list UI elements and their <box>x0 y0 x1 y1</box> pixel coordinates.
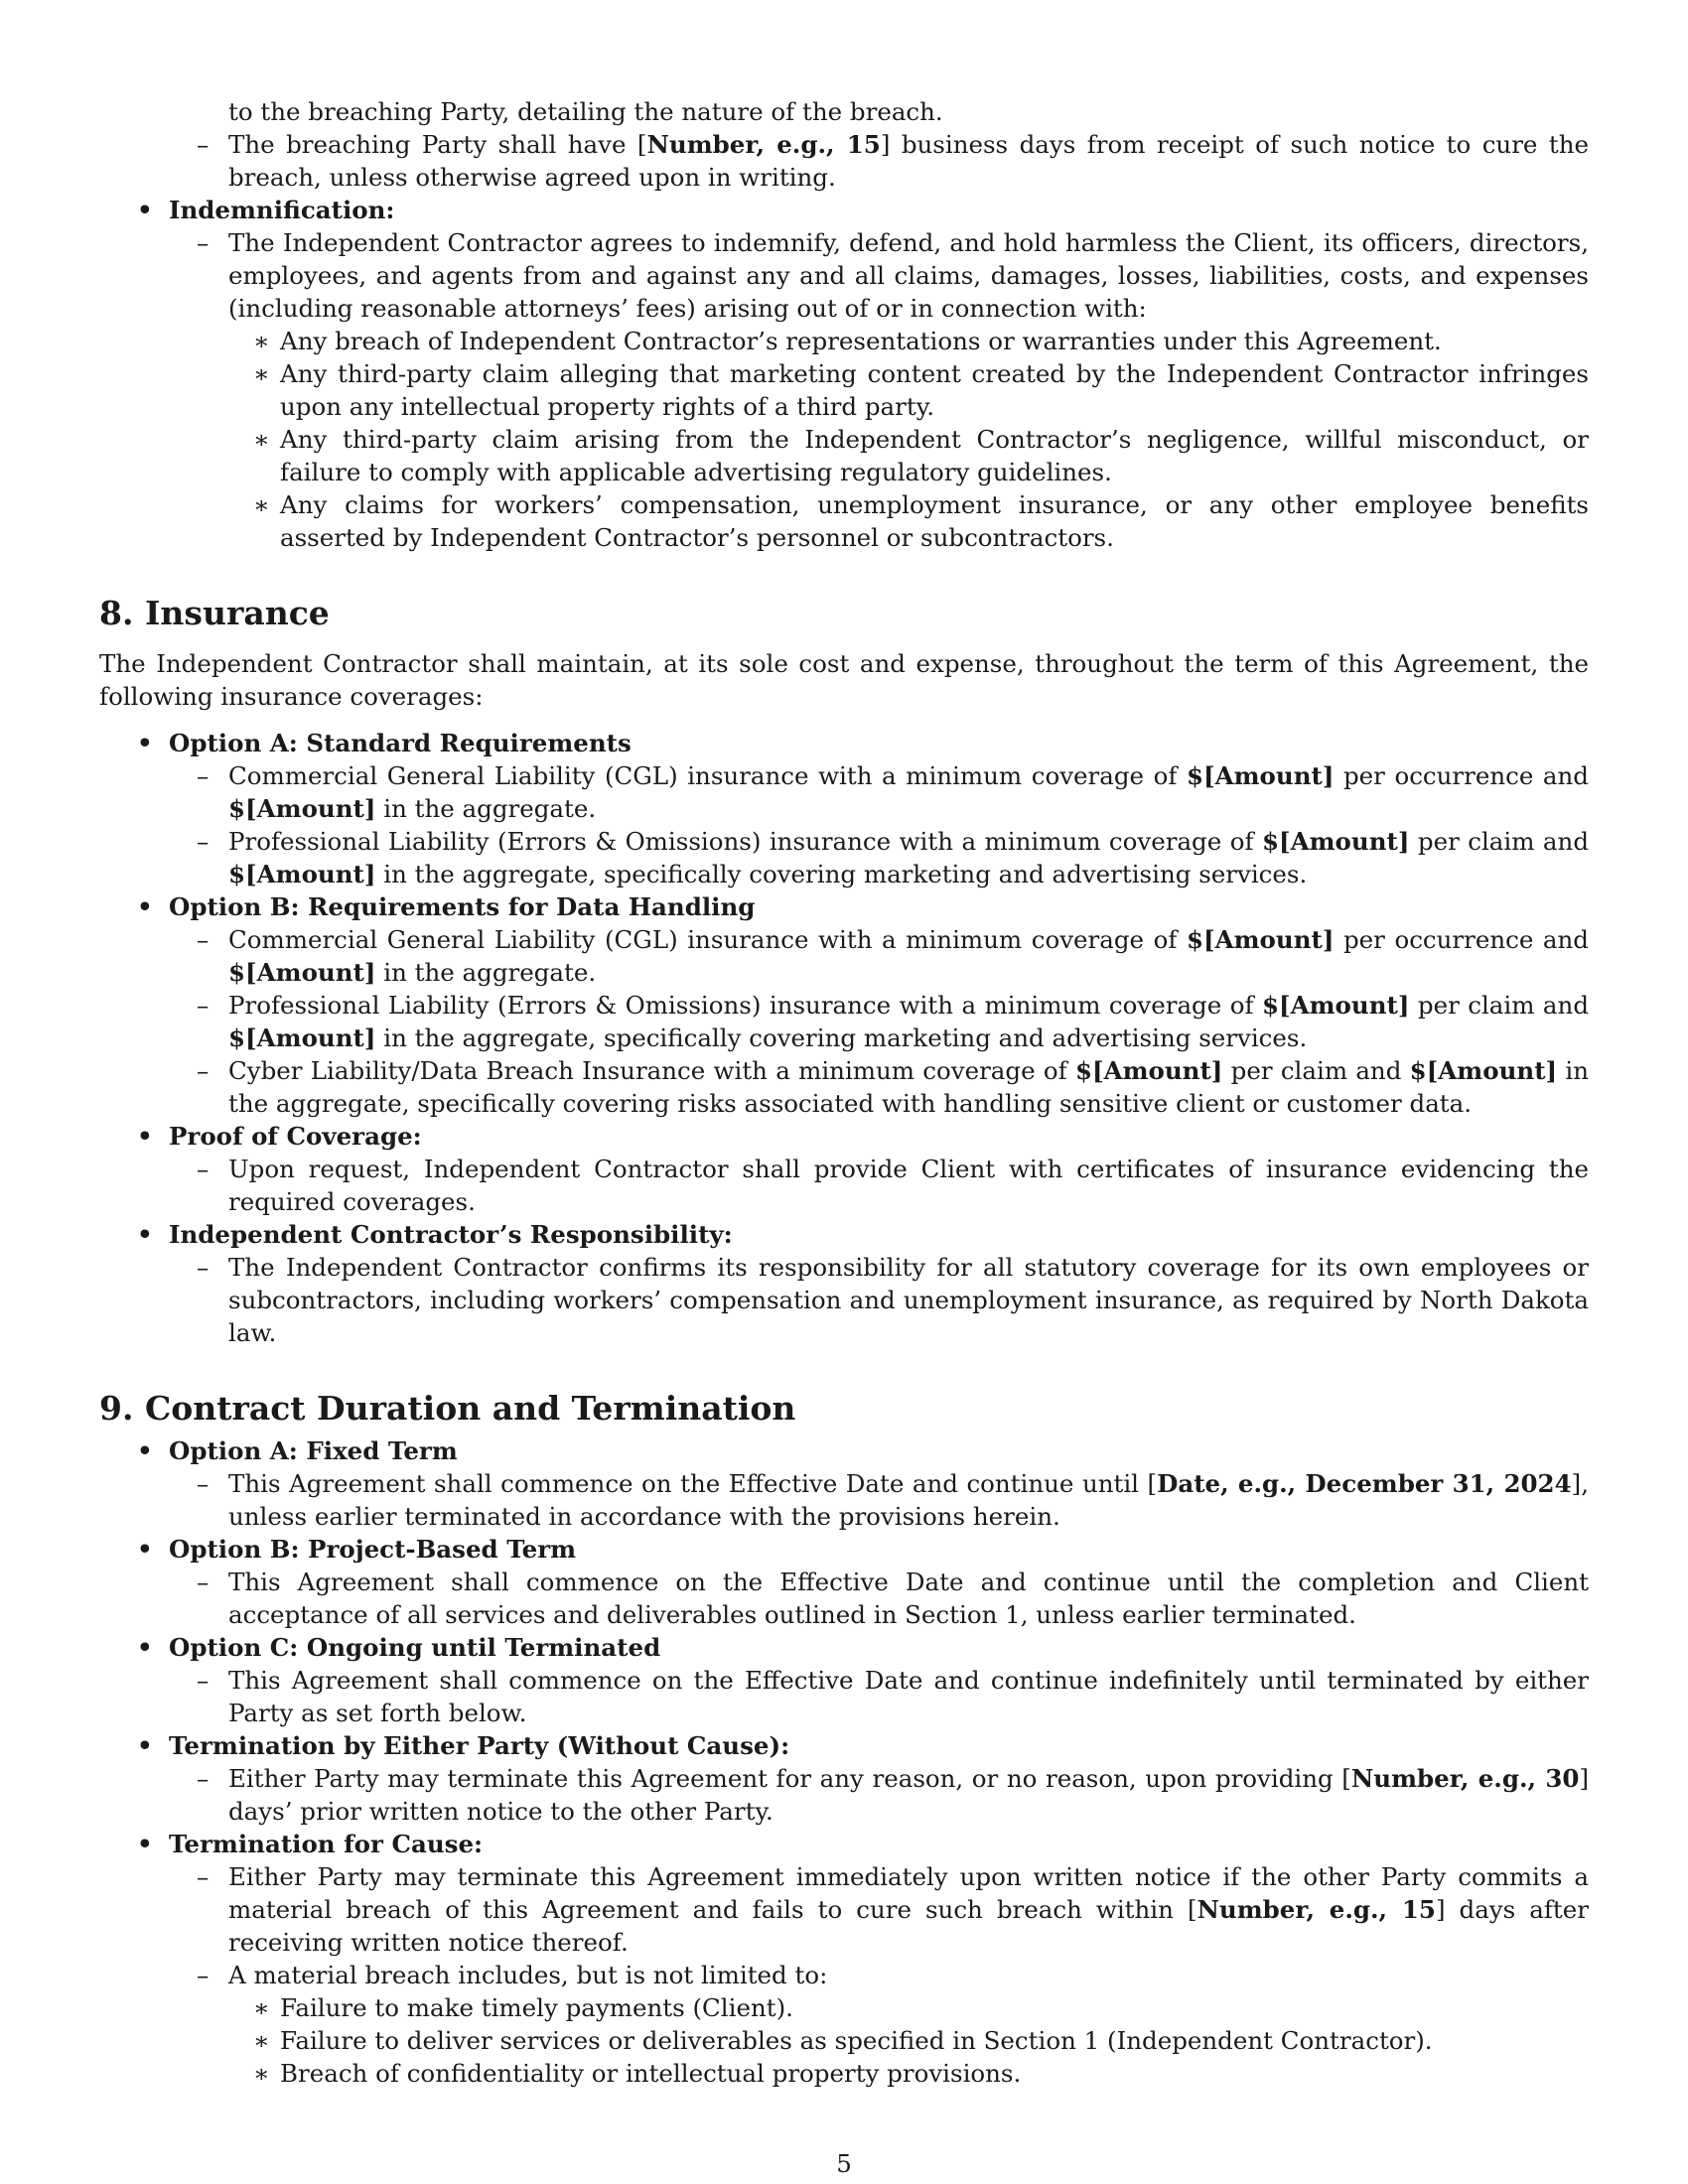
cure-days-placeholder: Number, e.g., 15 <box>1196 1895 1436 1924</box>
indemnification-heading: • Indemnification: <box>99 194 1589 226</box>
indemnification-item: ∗ Any claims for workers’ compensation, unemployment insurance, or any other employee benefits asserted by Independent Contractor’s personnel or subcontractors. <box>99 488 1589 554</box>
ongoing-term-text: – This Agreement shall commence on the Effective Date and continue indefinitely until terminated by either Party as set forth below. <box>99 1664 1589 1729</box>
material-breach-item: ∗ Failure to deliver services or deliverables as specified in Section 1 (Independent Contractor). <box>99 2024 1589 2057</box>
end-date-placeholder: Date, e.g., December 31, 2024 <box>1157 1469 1572 1498</box>
termination-without-cause-text: – Either Party may terminate this Agreement for any reason, or no reason, upon providing [Number, e.g., 30] days’ prior written notice to the other Party. <box>99 1762 1589 1828</box>
proof-of-coverage-heading: • Proof of Coverage: <box>99 1120 1589 1153</box>
termination-without-cause-heading: • Termination by Either Party (Without Cause): <box>99 1729 1589 1762</box>
notice-days-placeholder: Number, e.g., 30 <box>1350 1764 1580 1793</box>
duration-option-c-heading: • Option C: Ongoing until Terminated <box>99 1631 1589 1664</box>
insurance-option-a-heading: • Option A: Standard Requirements <box>99 727 1589 759</box>
cgl-requirement: – Commercial General Liability (CGL) insurance with a minimum coverage of $[Amount] per occurrence and $[Amount] in the aggregate. <box>99 923 1589 989</box>
insurance-intro: The Independent Contractor shall maintain, at its sole cost and expense, throughout the term of this Agreement, the following insurance coverages: <box>99 649 1589 711</box>
professional-liability-requirement: – Professional Liability (Errors & Omissions) insurance with a minimum coverage of $[Amount] per claim and $[Amount] in the aggregate, specifically covering marketing and advertising services. <box>99 825 1589 890</box>
duration-option-b-heading: • Option B: Project-Based Term <box>99 1533 1589 1566</box>
indemnification-intro: – The Independent Contractor agrees to indemnify, defend, and hold harmless the Client, its officers, directors, employees, and agents from and against any and all claims, damages, losses, liabilities, costs, and expenses (including reasonable attorneys’ fees) arising out of or in connection with: <box>99 226 1589 325</box>
termination-for-cause-heading: • Termination for Cause: <box>99 1828 1589 1860</box>
contractor-responsibility-text: – The Independent Contractor confirms its responsibility for all statutory coverage for its own employees or subcontractors, including workers’ compensation and unemployment insurance, as required by North Dakota law. <box>99 1251 1589 1349</box>
cyber-liability-requirement: – Cyber Liability/Data Breach Insurance with a minimum coverage of $[Amount] per claim and $[Amount] in the aggregate, specifically covering risks associated with handling sensitive client or customer data. <box>99 1054 1589 1120</box>
project-based-term-text: – This Agreement shall commence on the Effective Date and continue until the completion and Client acceptance of all services and deliverables outlined in Section 1, unless earlier terminated. <box>99 1566 1589 1631</box>
indemnification-item: ∗ Any third-party claim alleging that marketing content created by the Independent Contractor infringes upon any intellectual property rights of a third party. <box>99 357 1589 423</box>
page-number: 5 <box>836 2149 852 2178</box>
breach-notice-continuation: to the breaching Party, detailing the nature of the breach. <box>228 97 943 126</box>
cgl-requirement: – Commercial General Liability (CGL) insurance with a minimum coverage of $[Amount] per occurrence and $[Amount] in the aggregate. <box>99 759 1589 825</box>
insurance-option-b-heading: • Option B: Requirements for Data Handling <box>99 890 1589 923</box>
duration-option-a-heading: • Option A: Fixed Term <box>99 1434 1589 1467</box>
section-9-heading: 9. Contract Duration and Termination <box>99 1389 796 1428</box>
contractor-responsibility-heading: • Independent Contractor’s Responsibility: <box>99 1218 1589 1251</box>
material-breach-intro: – A material breach includes, but is not limited to: <box>99 1959 1589 1991</box>
indemnification-item: ∗ Any third-party claim arising from the Independent Contractor’s negligence, willful misconduct, or failure to comply with applicable advertising regulatory guidelines. <box>99 423 1589 488</box>
material-breach-item: ∗ Failure to make timely payments (Client). <box>99 1991 1589 2024</box>
section-8-heading: 8. Insurance <box>99 594 330 632</box>
professional-liability-requirement: – Professional Liability (Errors & Omissions) insurance with a minimum coverage of $[Amount] per claim and $[Amount] in the aggregate, specifically covering marketing and advertising services. <box>99 989 1589 1054</box>
termination-for-cause-text: – Either Party may terminate this Agreement immediately upon written notice if the other Party commits a material breach of this Agreement and fails to cure such breach within [Number, e.g., 15] days after receiving written notice thereof. <box>99 1860 1589 1959</box>
indemnification-item: ∗ Any breach of Independent Contractor’s representations or warranties under this Agreement. <box>99 325 1589 357</box>
document-page <box>99 95 1589 2090</box>
material-breach-item: ∗ Breach of confidentiality or intellectual property provisions. <box>99 2057 1589 2090</box>
fixed-term-text: – This Agreement shall commence on the Effective Date and continue until [Date, e.g., December 31, 2024], unless earlier terminated in accordance with the provisions herein. <box>99 1467 1589 1533</box>
cure-period-item: – The breaching Party shall have [Number, e.g., 15] business days from receipt of such notice to cure the breach, unless otherwise agreed upon in writing. <box>99 128 1589 194</box>
cure-days-placeholder: Number, e.g., 15 <box>646 130 881 159</box>
proof-of-coverage-text: – Upon request, Independent Contractor shall provide Client with certificates of insurance evidencing the required coverages. <box>99 1153 1589 1218</box>
